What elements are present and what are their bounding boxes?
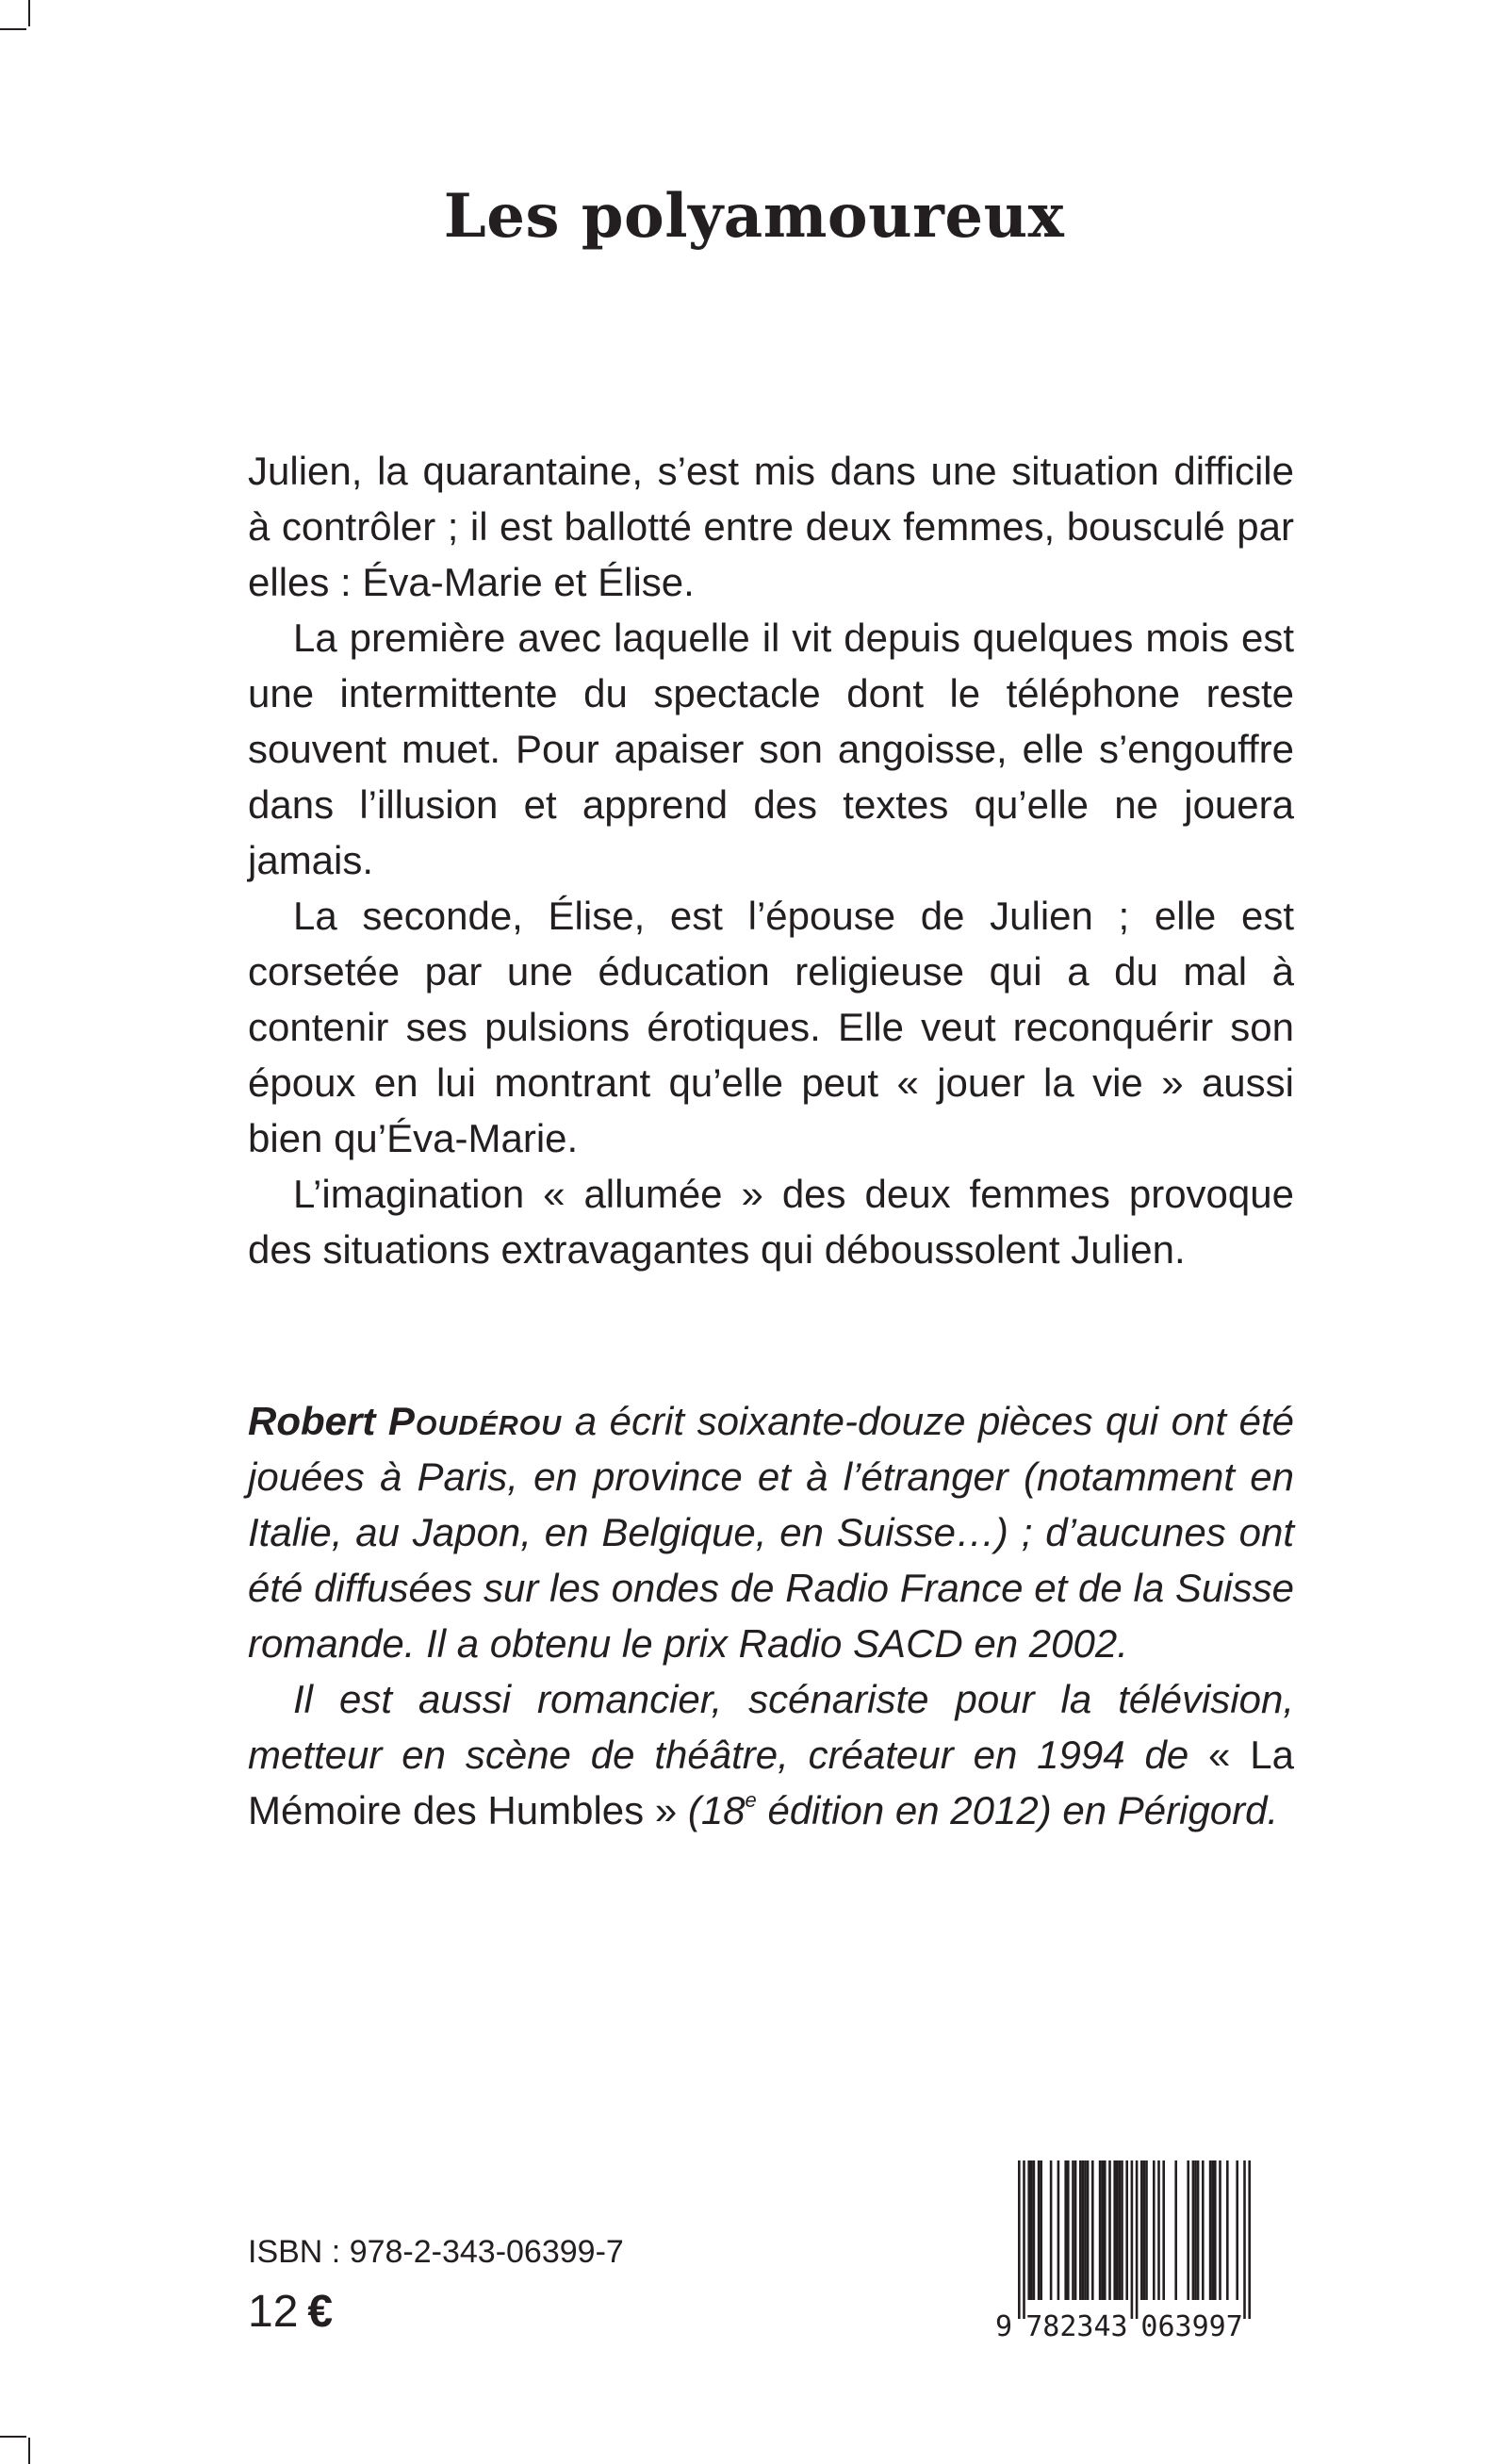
barcode-graphic (990, 2159, 1291, 2347)
bio-text: (18 (677, 1788, 746, 1832)
book-title: Les polyamoureux (443, 181, 1065, 252)
barcode-bar (1030, 2160, 1033, 2300)
barcode-bar (1023, 2160, 1025, 2319)
barcode-bar (1104, 2160, 1106, 2300)
price-amount: 12 (248, 2287, 299, 2337)
barcode-bar (1214, 2160, 1217, 2300)
barcode-digits-left: 782343 (1025, 2310, 1128, 2343)
barcode-bar (1113, 2160, 1116, 2300)
crop-mark-left-bottom (0, 2436, 26, 2438)
barcode-bar (1079, 2160, 1082, 2300)
blurb-paragraph: La première avec laquelle il vit depuis quelques mois est une intermittente du spectacle dont le téléphone reste souvent muet. Pour apaiser son angoisse, elle s’engouffre dans l’illusion et apprend des textes qu’elle ne jouera jamais. (248, 616, 1294, 882)
barcode-bar (1033, 2160, 1036, 2300)
barcode-bar (1074, 2160, 1077, 2300)
barcode-bar (1162, 2160, 1165, 2300)
barcode-bar (1153, 2160, 1156, 2300)
barcode-bar (1194, 2160, 1197, 2300)
barcode-bar (1119, 2160, 1122, 2300)
ordinal-superscript: e (745, 1788, 757, 1812)
festival-name: « La Mémoire des Humbles » (248, 1733, 1294, 1832)
barcode-bar (1157, 2160, 1160, 2300)
barcode-bar (1018, 2160, 1021, 2319)
barcode-bar (1145, 2160, 1148, 2300)
barcode-bar (1091, 2160, 1094, 2300)
bio-text: Il est aussi romancier, scénariste pour la télévision, metteur en scène de théâtre, créateur en 1994 de (248, 1677, 1294, 1777)
barcode-bar (1121, 2160, 1123, 2300)
barcode-bar (1040, 2160, 1042, 2300)
barcode-bar (1192, 2160, 1195, 2300)
barcode-bar (1125, 2160, 1128, 2300)
barcode-bar (1108, 2160, 1111, 2300)
barcode-bar (1209, 2160, 1212, 2300)
barcode-bar (1082, 2160, 1085, 2300)
barcode-bar (1131, 2160, 1134, 2319)
barcode-bar (1099, 2160, 1102, 2300)
barcode-bar (1072, 2160, 1074, 2300)
blurb-paragraph: Julien, la quarantaine, s’est mis dans une situation difficile à contrôler ; il est ballotté entre deux femmes, bousculé par elles : Éva-Marie et Élise. (248, 449, 1294, 604)
barcode-bar (1136, 2160, 1139, 2319)
barcode-bar (1187, 2160, 1189, 2300)
barcode-bar (1084, 2160, 1087, 2300)
barcode-bar (1219, 2160, 1221, 2300)
author-first-name: Robert (248, 1399, 376, 1443)
barcode-bar (1202, 2160, 1205, 2300)
barcode-bar (1243, 2160, 1246, 2319)
book-blurb (248, 443, 1294, 1277)
barcode-bar (1226, 2160, 1229, 2300)
barcode-bar (1057, 2160, 1060, 2300)
barcode-digit-first: 9 (994, 2310, 1012, 2343)
blurb-paragraph: La seconde, Élise, est l’épouse de Julien ; elle est corsetée par une éducation religieuse qui a du mal à contenir ses pulsions érotiques. Elle veut reconquérir son époux en lui montrant qu’elle peut « jouer la vie » aussi bien qu’Éva-Marie. (248, 894, 1294, 1160)
barcode (990, 2159, 1291, 2347)
barcode-bar (1101, 2160, 1104, 2300)
author-last-name: Poudérou (387, 1399, 563, 1443)
bio-paragraph (248, 1393, 1294, 1671)
crop-mark-bottom-left (28, 2438, 30, 2464)
barcode-bar (1140, 2160, 1143, 2300)
barcode-bar (1067, 2160, 1070, 2300)
barcode-bar (1116, 2160, 1119, 2300)
barcode-bar (1064, 2160, 1067, 2300)
barcode-bar (1211, 2160, 1214, 2300)
barcode-bar (1197, 2160, 1200, 2300)
barcode-bar (1050, 2160, 1053, 2300)
crop-mark-left-top (0, 28, 26, 30)
blurb-paragraph: L’imagination « allumée » des deux femmes provoque des situations extravagantes qui déboussolent Julien. (248, 1172, 1294, 1272)
barcode-bar (1038, 2160, 1041, 2300)
barcode-bar (1143, 2160, 1146, 2300)
price (248, 2286, 333, 2338)
price-currency: € (307, 2287, 334, 2337)
crop-mark-top-left (28, 0, 30, 26)
barcode-bar (1248, 2160, 1251, 2319)
barcode-bar (1236, 2160, 1238, 2300)
barcode-digits-right: 063997 (1140, 2310, 1243, 2343)
bio-text: a écrit soixante-douze pièces qui ont été jouées à Paris, en province et à l’étranger (notamment en Italie, au Japon, en Belgique, en Suisse…) ; d’aucunes ont été diffusées sur les ondes de Radio France et de la Suisse romande. Il a obtenu le prix Radio SACD en 2002. (248, 1399, 1294, 1666)
author-bio (248, 1393, 1294, 1838)
isbn-label: ISBN : 978-2-343-06399-7 (248, 2234, 624, 2270)
barcode-bar (1027, 2160, 1030, 2300)
barcode-bar (1087, 2160, 1090, 2300)
bio-text: édition en 2012) en Périgord. (756, 1788, 1279, 1832)
bio-paragraph (248, 1671, 1294, 1838)
barcode-bar (1174, 2160, 1177, 2300)
